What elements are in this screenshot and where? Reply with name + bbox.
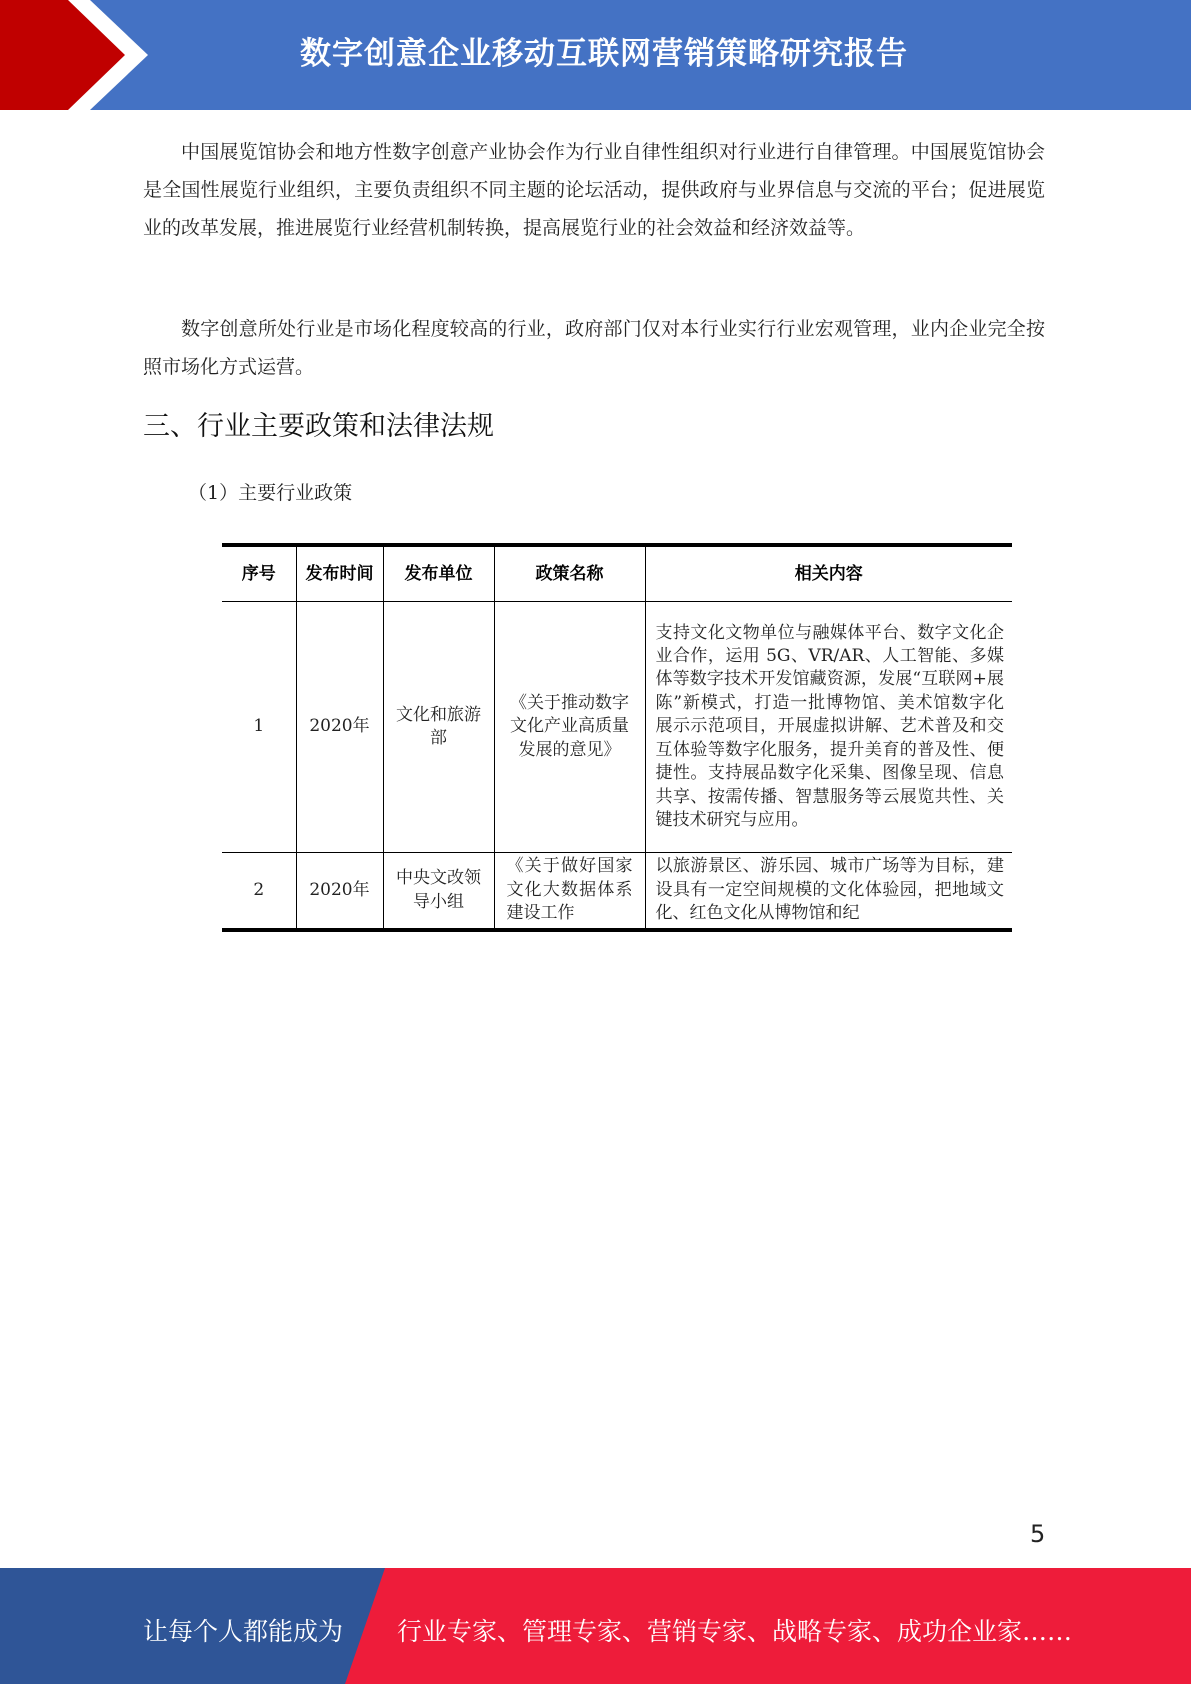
cell-index: 1	[222, 602, 296, 853]
page-number: 5	[1030, 1520, 1046, 1548]
cell-issuer: 文化和旅游部	[383, 602, 494, 853]
paragraph-industry-associations: 中国展览馆协会和地方性数字创意产业协会作为行业自律性组织对行业进行自律管理。中国展览馆协会是全国性展览行业组织，主要负责组织不同主题的论坛活动，提供政府与业界信息与交流的平台；促进展览业的改革发展，推进展览行业经营机制转换，提高展览行业的社会效益和经济效益等。	[143, 141, 1045, 239]
footer-slogan-left: 让每个人都能成为	[143, 1617, 344, 1646]
header-content: 相关内容	[645, 545, 1012, 602]
paragraph-market-operation: 数字创意所处行业是市场化程度较高的行业，政府部门仅对本行业实行行业宏观管理，业内企业完全按照市场化方式运营。	[143, 318, 1045, 378]
header-index: 序号	[222, 545, 296, 602]
header-date: 发布时间	[296, 545, 383, 602]
cell-index: 2	[222, 853, 296, 931]
page-footer	[0, 1568, 1191, 1684]
header-policy-name: 政策名称	[494, 545, 645, 602]
cell-content: 支持文化文物单位与融媒体平台、数字文化企业合作，运用 5G、VR/AR、人工智能、多媒体等数字技术开发馆藏资源，发展“互联网+展陈”新模式，打造一批博物馆、美术馆数字化展示示范项目，开展虚拟讲解、艺术普及和交互体验等数字化服务，提升美育的普及性、便捷性。支持展品数字化采集、图像呈现、信息共享、按需传播、智慧服务等云展览共性、关键技术研究与应用。	[645, 602, 1012, 853]
table-row	[222, 853, 1012, 931]
cell-issuer: 中央文改领导小组	[383, 853, 494, 931]
footer-slogan-right: 行业专家、管理专家、营销专家、战略专家、成功企业家……	[397, 1617, 1073, 1646]
header-issuer: 发布单位	[383, 545, 494, 602]
report-title: 数字创意企业移动互联网营销策略研究报告	[300, 36, 908, 72]
page-header	[0, 0, 1191, 110]
cell-content: 以旅游景区、游乐园、城市广场等为目标，建设具有一定空间规模的文化体验园，把地域文化、红色文化从博物馆和纪	[645, 853, 1012, 931]
cell-policy-name: 《关于做好国家文化大数据体系建设工作	[494, 853, 645, 931]
sub-heading: （1）主要行业政策	[188, 482, 353, 504]
section-heading: 三、行业主要政策和法律法规	[143, 411, 494, 442]
cell-date: 2020年	[296, 853, 383, 931]
cell-date: 2020年	[296, 602, 383, 853]
header-chevron-graphic	[0, 0, 160, 110]
cell-policy-name: 《关于推动数字文化产业高质量发展的意见》	[494, 602, 645, 853]
policy-table	[222, 543, 1012, 932]
table-row	[222, 602, 1012, 853]
table-header-row	[222, 545, 1012, 602]
